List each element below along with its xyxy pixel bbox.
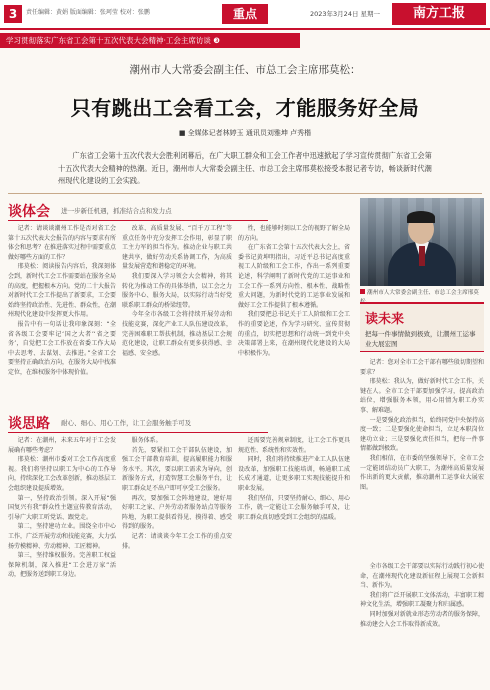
paragraph: 报告中有一句话让我印象深刻：“全省各级工会要牢记‘国之大者’‘省之要务’，自觉把工会工作放在省委工作大局中去思考、去谋划、去推进。”全省工会要坚持正确政治方向，在服务大局中找准定位，在维权服务中体现价值。 [8,320,116,376]
header-divider [0,28,490,30]
paragraph: 第三，坚持维权服务。完善职工权益保障机制，深入推进“工会进万家”活动，把服务送到职工身边。 [8,552,116,579]
paragraph: 改革、高质量发展、“百千万工程”等重点任务中充分发挥工会作用，彰显了职工主力军的担当作为。推动企业与职工共建共享，做好劳动关系协调工作，为高质量发展营造和谐稳定的环境。 [122,225,232,271]
column-2-bottom [122,436,232,686]
section-heading-approach [8,412,268,430]
paragraph: 再次，要加强工会阵地建设，建好用好职工之家、户外劳动者服务站点等服务阵地，为职工提供看得见、摸得着、感受得到的服务。 [122,494,232,531]
caption-square-icon [360,289,365,294]
paragraph: 记者：在潮州，未来五年对于工会发展确有哪些考虑？ [8,437,116,454]
paragraph: 邢莫松：潮州市委对工会工作高度重视。我们将坚持以职工为中心的工作导向，持续深化工会改革创新，推动基层工会组织建设提质增效。 [8,456,116,492]
paragraph: 记者：您对全市工会干部有哪些殷切期望和要求？ [360,359,484,376]
paragraph: 邢莫松：我认为，做好新时代工会工作，关键在人。全市工会干部要加强学习，提高政治站位，增强服务本领，用心用情为职工办实事、解难题。 [360,378,484,414]
paragraph: 还需要完善规章制度，让工会工作更具规范性、系统性和实效性。 [238,437,350,454]
section-subtitle: 耐心、细心、用心工作，让工会服务触手可及 [61,419,192,427]
section-subtitle: 进一步新任机遇，抓准结合点和发力点 [61,207,172,215]
page-header [0,0,490,28]
paragraph: 我们相信，在市委的坚强领导下，全市工会一定能团结动员广大职工，为潮州高质量发展作出新的更大贡献，推动潮州工运事业大展宏图。 [360,454,484,491]
editors-line: 责任编辑：黄娟 版面编辑：张珂莹 校对：张鹏 [26,9,150,16]
portrait-photo [360,198,484,286]
section-title: 谈思路 [8,415,50,432]
column-1-top [8,224,116,406]
column-4-right [360,358,484,558]
paragraph: 一是要强化政治担当，始终同党中央保持高度一致；二是要强化使命担当，立足本职岗位建功立业；三是要强化责任担当，把每一件事情都做到极致。 [360,416,484,453]
article-kicker: 潮州市人大常委会副主任、市总工会主席邢莫松： [129,64,361,76]
paragraph: 我们坚信，只要坚持耐心、细心、用心工作，就一定能让工会服务触手可及，让职工群众真切感受到工会组织的温暖。 [238,494,350,521]
paragraph: 记者：请谈谈潮州工作是否对省工会第十五次代表大会报告的内容与要求有所体会和思考？在推进落实过程中需要重点做好哪些方面的工作？ [8,225,116,261]
article-byline: ■ 全媒体记者林婷玉 通讯员刘雅坤 卢秀楷 [178,129,312,137]
dateline: 2023年3月24日 星期一 [310,10,381,18]
column-4-bottom [360,562,484,686]
column-2-top [122,224,232,406]
newspaper-masthead: 南方工报 [392,3,486,25]
paragraph: 全市各级工会干部要以实际行动践行初心使命，在潮州现代化建设新征程上展现工会新担当、新作为。 [360,563,484,590]
column-3-bottom [238,436,350,686]
paragraph: 性，也能够时刻以工会的视野了解全局的方向。 [238,225,350,242]
paragraph: 首先，要紧扣工会干部队伍建设，加强工会干部教育培训，提高履职能力和服务水平。其次，要以职工需求为导向，创新服务方式，打造智慧工会服务平台，让职工群众足不出户即可享受工会服务。 [122,446,232,492]
paragraph: 今年全市各级工会将持续开展劳动和技能竞赛，深化产业工人队伍建设改革，完善困难职工帮扶机制，推动基层工会规范化建设，让职工群众有更多获得感、幸福感、安全感。 [122,311,232,357]
paragraph: 我们要深入学习领会大会精神，将其转化为推动工作的具体举措，以工会之力服务中心、服务大局，以实际行动当好党联系职工群众的桥梁纽带。 [122,272,232,309]
series-ribbon: 学习贯彻落实广东省工会第十五次代表大会精神·工会主席访谈 ❸ [0,33,300,48]
paragraph: 服务体系。 [131,437,162,444]
page-number: 3 [4,5,22,23]
article-headline: 只有跳出工会看工会，才能服务好全局 [70,96,420,120]
paragraph: 在广东省工会第十五次代表大会上，省委书记黄坤明指出，习近平总书记高度重视工人阶级和工会工作，作出一系列重要论述，科学阐明了新时代党的工运事业和工会工作一系列方向性、根本性、战略性重大问题，为新时代党的工运事业发展和做好工会工作提供了根本遵循。 [238,244,350,309]
read-future-box [360,302,484,352]
paragraph: 我们将广泛开展职工文体活动，丰富职工精神文化生活，增强职工凝聚力和归属感。 [360,591,484,609]
paragraph: 记者：请谈谈今年工会工作的重点安排。 [122,532,232,550]
column-3-top [238,224,350,406]
photo-caption-text: 潮州市人大常委会副主任、市总工会主席邢莫 [367,290,479,296]
section-tag: 重点 [222,4,268,24]
read-box-subtitle: 把每一件事情做到极致，让潮州工运事业大展宏图 [365,330,476,348]
section-heading-experience [8,200,268,218]
section-title: 谈体会 [8,203,50,220]
paragraph: 我们要把总书记关于工人阶级和工会工作的重要论述，作为学习研究、宣传贯彻的重点，切实把思想和行动统一到党中央决策部署上来，在潮州现代化建设的大局中积极作为。 [238,311,350,357]
read-box-title: 读未来 [365,312,405,327]
paragraph: 第二，坚持建功立业。围绕全市中心工作，广泛开展劳动和技能竞赛，大力弘扬劳模精神、劳动精神、工匠精神。 [8,523,116,550]
lead-divider [8,193,482,194]
article-lead: 广东省工会第十五次代表大会胜利闭幕后，在广大职工群众和工会工作者中迅速掀起了学习宣传贯彻广东省工会第十五次代表大会精神的热潮。近日，潮州市人大常委会副主任、市总工会主席邢莫松接受本报记者专访，畅谈新时代潮州现代化建设的工会实践。 [58,151,432,185]
paragraph: 同时加强对新就业形态劳动者的服务保障，推动建会入会工作取得新成效。 [360,610,484,628]
paragraph: 邢莫松：阅读报告内容后，我深刻体会到，新时代工会工作需要站在服务全局的高度，把握根本方向。党的二十大报告对新时代工会工作提出了新要求，工会要始终坚持政治性、先进性、群众性，在潮州现代化建设中发挥更大作用。 [8,263,116,319]
paragraph: 第一，坚持政治引领。深入开展“强国复兴有我”群众性主题宣传教育活动，引导广大职工听党话、跟党走。 [8,494,116,521]
paragraph: 同时，我们将持续推进产业工人队伍建设改革，加强职工技能培训，畅通职工成长成才通道，让更多职工实现技能提升和职业发展。 [238,456,350,492]
column-1-bottom [8,436,116,686]
